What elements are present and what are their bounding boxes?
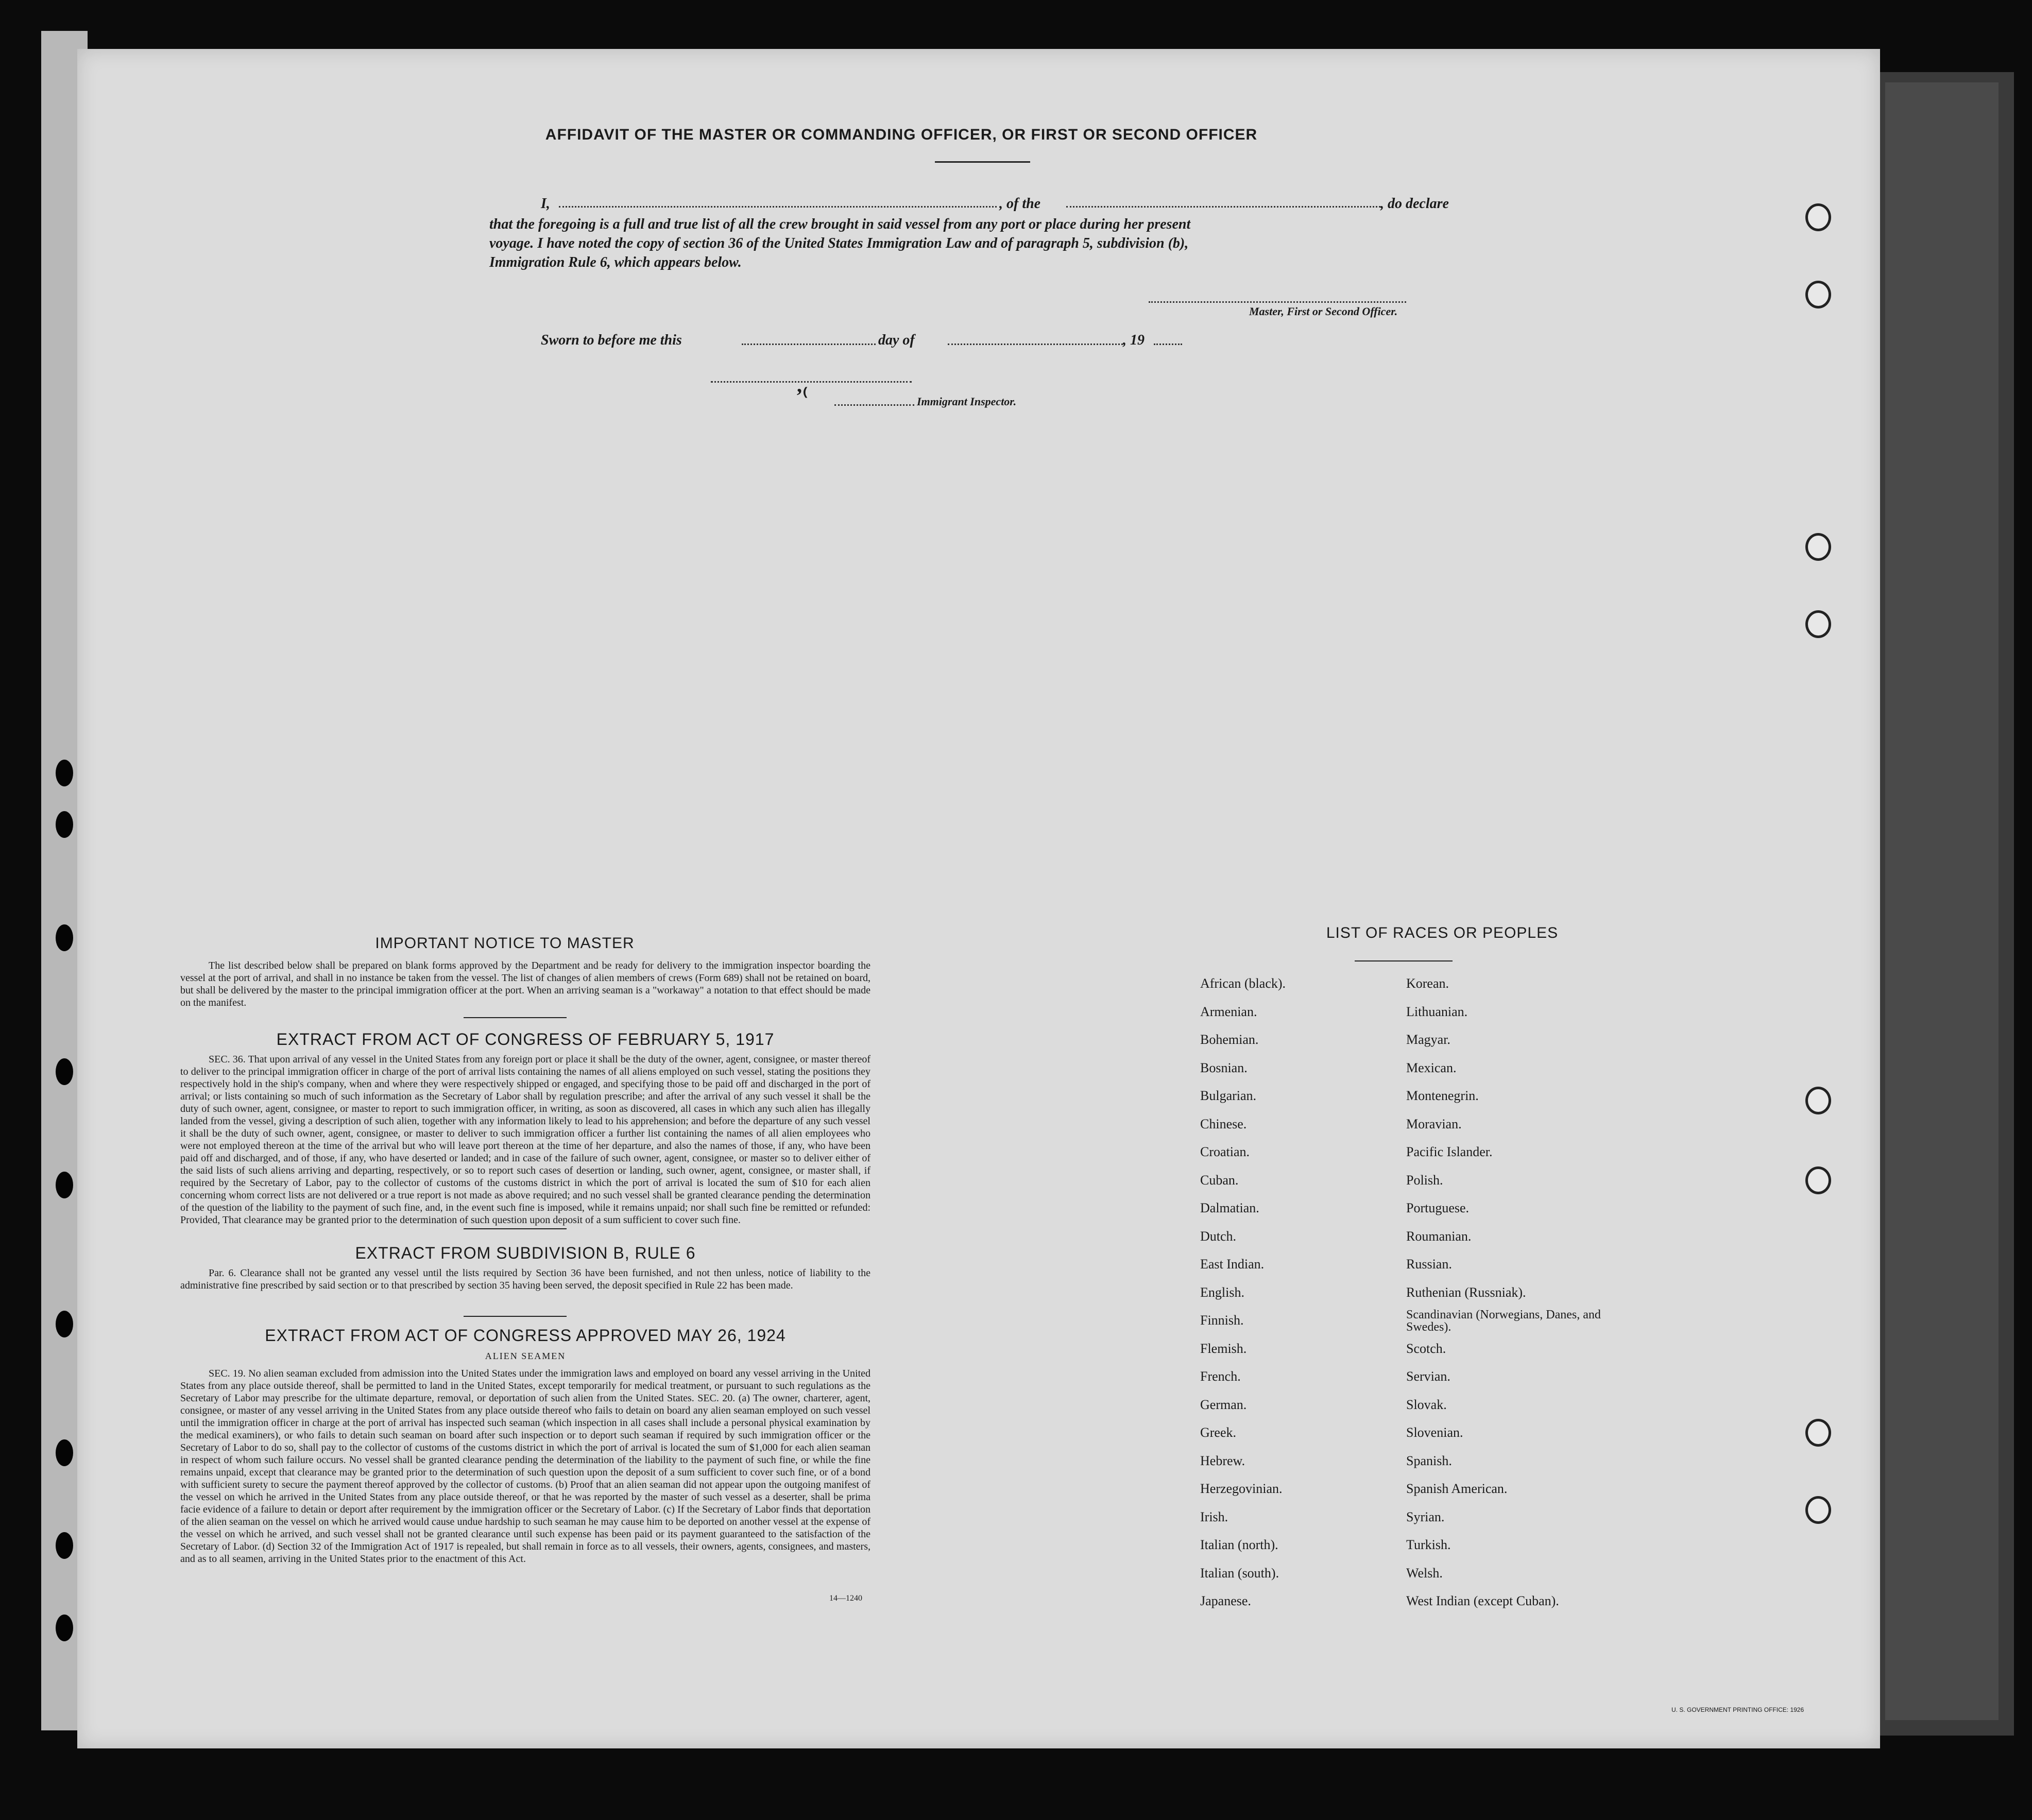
affidavit-body-line2: voyage. I have noted the copy of section 36 of the United States Immigration Law and of paragraph 5, subdivision (b), [489,235,1189,251]
race-item: Bohemian. [1200,1032,1259,1047]
affidavit-body-line1: that the foregoing is a full and true list of all the crew brought in said vessel from any port or place during her present [489,216,1191,232]
race-item: Ruthenian (Russniak). [1406,1284,1526,1300]
notice-title: IMPORTANT NOTICE TO MASTER [375,935,635,952]
vessel-line [1066,206,1380,208]
ring-mark [1805,203,1831,231]
race-item: Bosnian. [1200,1060,1248,1075]
races-title: LIST OF RACES OR PEOPLES [1326,924,1559,941]
form-number: 14—1240 [829,1594,862,1603]
race-item: Scotch. [1406,1341,1446,1356]
race-item: Roumanian. [1406,1228,1472,1244]
ring-mark [1805,610,1831,638]
race-item: Moravian. [1406,1116,1462,1131]
race-item: Montenegrin. [1406,1088,1479,1103]
ring-mark [1805,1419,1831,1447]
race-item: East Indian. [1200,1257,1265,1272]
day-of-label: day of [878,332,915,348]
race-item: Slovenian. [1406,1425,1463,1440]
binding-hole [56,1439,73,1466]
race-item: Dutch. [1200,1228,1237,1244]
race-item: Servian. [1406,1369,1450,1384]
document-page [77,49,1880,1748]
race-item: Bulgarian. [1200,1088,1257,1103]
race-item: Italian (south). [1200,1565,1279,1581]
ring-mark [1805,281,1831,308]
ring-mark [1805,1166,1831,1194]
extract-1917-title: EXTRACT FROM ACT OF CONGRESS OF FEBRUARY 5, 1917 [276,1030,775,1049]
race-item: Spanish American. [1406,1481,1508,1496]
race-item: Pacific Islander. [1406,1144,1493,1159]
race-item: Japanese. [1200,1593,1251,1608]
race-item: German. [1200,1397,1247,1412]
race-item: Slovak. [1406,1397,1447,1412]
affidavit-i: I, [541,196,550,212]
race-item: Hebrew. [1200,1453,1245,1468]
race-item: Herzegovinian. [1200,1481,1283,1496]
race-item: Irish. [1200,1509,1228,1524]
binding-hole [56,760,73,786]
sworn-day-line [742,344,876,345]
year-line [1154,344,1182,345]
binding-hole [56,811,73,838]
affidavit-of-the: , of the [999,196,1041,212]
race-item: Spanish. [1406,1453,1452,1468]
race-item: Syrian. [1406,1509,1445,1524]
race-item: African (black). [1200,976,1286,991]
ring-mark [1805,1496,1831,1524]
race-item: Lithuanian. [1406,1004,1468,1019]
name-line [559,206,997,208]
extract-rule6-text: Par. 6. Clearance shall not be granted any vessel until the lists required by Section 36 have been furnished, and not then unless, notice of liability to the administrative fine prescribed by said section or to that prescribed by section 35 having been served, the deposit specified in Rule 22 has been made. [180,1267,870,1291]
title-rule [935,161,1030,163]
race-item: Portuguese. [1406,1200,1470,1215]
notice-text: The list described below shall be prepared on blank forms approved by the Department and be ready for delivery to the immigration inspector boarding the vessel at the port of arrival, and shall in no instance be taken from the vessel. The list of changes of alien members of crews (Form 689) shall not be retained on board, but shall be delivered by the master to the principal immigration officer at the port. When an arriving seaman is a "workaway" a notation to that effect should be made on the manifest. [180,960,870,1008]
extract-1917-rule [464,1228,567,1229]
extract-rule6-rule [464,1316,567,1317]
race-item: Russian. [1406,1257,1452,1272]
master-signature-line [1149,301,1406,303]
ring-mark [1805,1087,1831,1114]
race-item: English. [1200,1284,1244,1300]
year-prefix: , 19 [1123,332,1145,348]
race-item: Polish. [1406,1172,1443,1188]
race-item: Mexican. [1406,1060,1457,1075]
race-item: Greek. [1200,1425,1237,1440]
extract-1924-title: EXTRACT FROM ACT OF CONGRESS APPROVED MAY 26, 1924 [265,1326,786,1345]
race-item: Chinese. [1200,1116,1247,1131]
race-item: West Indian (except Cuban). [1406,1593,1559,1608]
binding-hole [56,1311,73,1337]
race-item: Armenian. [1200,1004,1257,1019]
inspector-signature-line [711,381,912,383]
race-item: Cuban. [1200,1172,1239,1188]
inspector-label: Immigrant Inspector. [917,395,1017,408]
races-rule [1355,960,1453,961]
inspector-line [834,404,914,406]
affidavit-do-declare: , do declare [1380,196,1449,212]
binding-hole [56,1058,73,1085]
extract-rule6-title: EXTRACT FROM SUBDIVISION B, RULE 6 [355,1244,696,1262]
extract-1924-text: SEC. 19. No alien seaman excluded from admission into the United States under the immigration laws and employed on board any vessel arriving in the United States from any place outside thereof, shall be permitted to land in the United States, except temporarily for medical treatment, or pursuant to such regulations as the Secretary of Labor may prescribe for the ultimate departure, removal, or deportation of such alien from the United States. SEC. 20. (a) The owner, charterer, agent, consignee, or master of any vessel arriving in the United States from any place outside thereof who fails to detain on board any alien seaman employed on such vessel until the immigration officer in charge at the port of arrival has inspected such seaman (which inspection in all cases shall include a personal physical examination by the medical examiners), or who fails to detain such seaman on board after such inspection or to deport such seaman if required by such immigration officer or the Secretary of Labor to do so, shall pay to the collector of customs of the customs district in which the port of arrival is located the sum of $1,000 for each alien seaman in respect of whom such failure occurs. No vessel shall be granted clearance pending the determination of the liability to the payment of such fine, or while the fine remains unpaid, except that clearance may be granted prior to the determination of such question upon the deposit of a sum sufficient to cover such fine, or of a bond with sufficient surety to secure the payment thereof approved by the collector of customs. (b) Proof that an alien seaman did not appear upon the outgoing manifest of the vessel on which he arrived in the United States from any place outside thereof, or that he was reported by the master of such vessel as a deserter, shall be prima facie evidence of a failure to detain or deport after requirement by the immigration officer or the Secretary of Labor. (c) If the Secretary of Labor finds that deportation of the alien seaman on the vessel on which he arrived would cause undue hardship to such seaman he may cause him to be deported on another vessel at the expense of the vessel on which he arrived, and such vessel shall not be granted clearance until such expense has been paid or its payment guaranteed to the satisfaction of the Secretary of Labor. (d) Section 32 of the Immigration Act of 1917 is repealed, but shall remain in force as to all vessels, their owners, agents, consignees, and masters, and as to all seamen, arriving in the United States prior to the enactment of this Act. [180,1368,870,1565]
race-item: Dalmatian. [1200,1200,1259,1215]
affidavit-body-line3: Immigration Rule 6, which appears below. [489,254,742,270]
notice-rule [464,1017,567,1018]
binding-hole [56,924,73,951]
ring-mark [1805,533,1831,561]
sworn-month-line [948,344,1123,345]
race-item: Welsh. [1406,1565,1443,1581]
signature-mark: ʼ⁽ [796,384,808,407]
background-sheet-inner [1885,82,1999,1720]
binding-hole [56,1615,73,1641]
race-item: Korean. [1406,976,1449,991]
race-item: Turkish. [1406,1537,1451,1552]
extract-1917-text: SEC. 36. That upon arrival of any vessel in the United States from any foreign port or place it shall be the duty of the owner, agent, consignee, or master thereof to deliver to the principal immigration officer in charge of the port of arrival lists containing the names of all aliens employed on such vessel, stating the positions they respectively hold in the ship's company, when and where they were respectively shipped or engaged, and specifying those to be paid off and discharged in the port of arrival; or lists containing so much of such information as the Secretary of Labor shall by regulation prescribe; and after the arrival of any such vessel it shall be the duty of such owner, agent, consignee, or master to report to such immigration officer, in writing, as soon as discovered, all cases in which any such alien has illegally landed from the vessel, giving a description of such alien, together with any information likely to lead to his apprehension; and before the departure of any such vessel it shall be the duty of such owner, agent, consignee, or master to deliver to such immigration officer a further list containing the names of all alien employees who were not employed thereon at the time of the arrival but who will leave port thereon at the time of her departure, and also the names of those, if any, who have been paid off and discharged, and of those, if any, who have deserted or landed; and in case of the failure of such owner, agent, consignee, or master so to deliver either of the said lists of such aliens arriving and departing, respectively, or so to report such cases of desertion or landing, such owner, agent, consignee, or master shall, if required by the Secretary of Labor, pay to the collector of customs of the customs district in which the port of arrival is located the sum of $10 for each alien concerning whom correct lists are not delivered or a true report is not made as above required; and no such vessel shall be granted clearance pending the determination of the question of the liability to the payment of such fine, and, in the event such fine is imposed, while it remains unpaid; nor shall such fine be remitted or refunded: Provided, That clearance may be granted prior to the determination of such question upon deposit of a sum sufficient to cover such fine. [180,1054,870,1226]
race-item: Flemish. [1200,1341,1247,1356]
printer-imprint: U. S. GOVERNMENT PRINTING OFFICE: 1926 [1671,1706,1804,1713]
race-item: Finnish. [1200,1313,1244,1328]
race-item: Italian (north). [1200,1537,1278,1552]
race-item: Croatian. [1200,1144,1250,1159]
binding-hole [56,1172,73,1198]
master-label: Master, First or Second Officer. [1249,305,1398,318]
binding-hole [56,1532,73,1559]
race-item: French. [1200,1369,1241,1384]
extract-1924-subtitle: ALIEN SEAMEN [485,1351,566,1361]
race-item: Scandinavian (Norwegians, Danes, and Swedes). [1406,1308,1601,1334]
race-item: Magyar. [1406,1032,1450,1047]
sworn-label: Sworn to before me this [541,332,682,348]
affidavit-title: AFFIDAVIT OF THE MASTER OR COMMANDING OFFICER, OR FIRST OR SECOND OFFICER [545,126,1258,143]
